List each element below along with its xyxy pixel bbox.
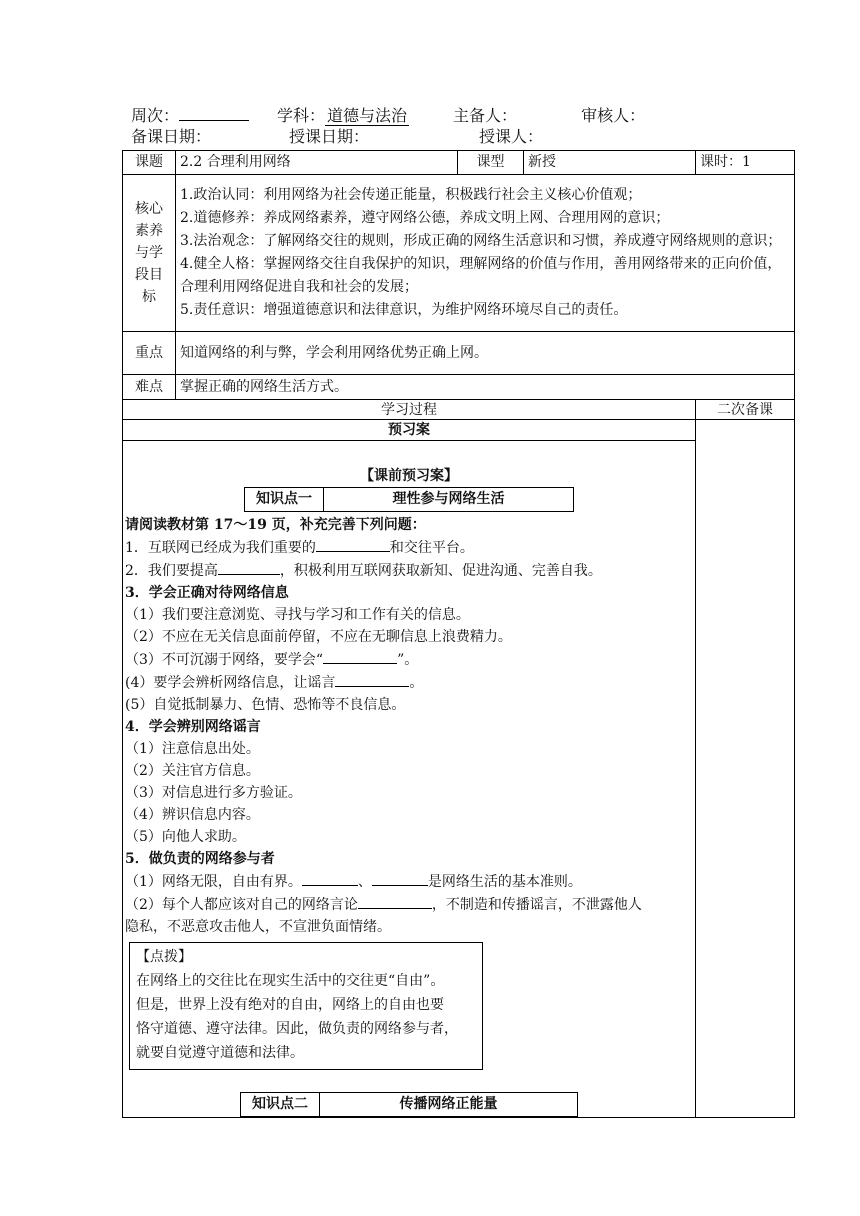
header-line-2 — [131, 127, 543, 147]
question-2 — [125, 559, 693, 582]
teach-date-label: 授课日期： — [289, 127, 370, 146]
q3-4-text-end: 。 — [409, 675, 424, 691]
q3-item-3 — [125, 648, 693, 671]
q3-3-blank — [323, 648, 397, 664]
k1-title: 理性参与网络生活 — [324, 488, 574, 512]
q5-1-blank-b — [372, 870, 428, 886]
difficult-label: 难点 — [123, 375, 176, 400]
q1-blank — [316, 536, 390, 552]
goals-cell — [176, 175, 795, 332]
q5-2-text: （2）每个人都应该对自己的网络言论 — [125, 897, 358, 913]
q5-2-text-end: ，不制造和传播谣言，不泄露他人 — [431, 897, 642, 913]
week-blank — [179, 104, 249, 121]
difficult-value: 掌握正确的网络生活方式。 — [176, 375, 795, 400]
secondary-notes-cell — [696, 420, 795, 1118]
lead-label: 主备人： — [453, 106, 518, 125]
header-line-1 — [131, 104, 645, 126]
goal-item: 2.道德修养：养成网络素养，遵守网络公德，养成文明上网、合理用网的意识； — [180, 210, 670, 226]
subject-label: 学科： — [277, 106, 326, 125]
knowledge-point-1 — [244, 487, 574, 512]
q2-text-end: ，积极利用互联网获取新知、促进沟通、完善自我。 — [279, 563, 602, 579]
q2-blank — [218, 559, 280, 575]
preview-row — [123, 420, 795, 441]
q5-1-sep: 、 — [357, 874, 372, 890]
k2-title: 传播网络正能量 — [320, 1093, 578, 1117]
process-label: 学习过程 — [123, 400, 696, 420]
q2-text: 2．我们要提高 — [125, 563, 218, 579]
q3-item: （1）我们要注意浏览、寻找与学习和工作有关的信息。 — [125, 607, 470, 623]
type-label: 课型 — [458, 151, 524, 175]
q3-item-4 — [125, 671, 693, 694]
q3-3-text: （3）不可沉溺于网络，要学会“ — [125, 652, 324, 668]
reviewer-label: 审核人： — [581, 106, 646, 125]
tip-line: 但是，世界上没有绝对的自由，网络上的自由也要 — [136, 997, 444, 1013]
preview-label: 预习案 — [123, 420, 696, 441]
question-3-title: 3．学会正确对待网络信息 — [125, 585, 289, 601]
topic-value: 2.2 合理利用网络 — [176, 151, 458, 175]
q5-item-2-cont: 隐私，不恶意攻击他人，不宣泄负面情绪。 — [125, 919, 391, 935]
tip-box — [129, 942, 483, 1070]
tip-line: 在网络上的交往比在现实生活中的交往更“自由”。 — [136, 973, 445, 989]
q3-item-5: (5）自觉抵制暴力、色情、恐怖等不良信息。 — [125, 697, 406, 713]
q1-text-end: 和交往平台。 — [389, 540, 474, 556]
goal-item: 5.责任意识：增强道德意识和法律意识，为维护网络环境尽自己的责任。 — [180, 302, 628, 318]
content-row — [123, 441, 795, 1118]
goals-label: 核心素养与学段目标 — [123, 175, 176, 332]
key-value: 知道网络的利与弊，学会利用网络优势正确上网。 — [176, 332, 795, 375]
q4-item: （5）向他人求助。 — [125, 829, 246, 845]
topic-row — [123, 151, 795, 175]
q5-2-blank — [358, 893, 432, 909]
instruction: 请阅读教材第 17～19 页，补充完善下列问题： — [125, 517, 426, 533]
q4-item: （3）对信息进行多方验证。 — [125, 785, 302, 801]
teacher-label: 授课人： — [479, 127, 544, 146]
q5-1-text: （1）网络无限，自由有界。 — [125, 874, 302, 890]
q4-item: （1）注意信息出处。 — [125, 741, 260, 757]
tip-line: 就要自觉遵守道德和法律。 — [136, 1045, 304, 1061]
question-4-title: 4．学会辨别网络谣言 — [125, 719, 261, 735]
q3-3-text-end: ”。 — [397, 652, 419, 668]
knowledge-point-2 — [240, 1092, 578, 1117]
section-title: 【课前预习案】 — [360, 468, 458, 484]
q5-1-text-end: 是网络生活的基本准则。 — [427, 874, 582, 890]
goals-row — [123, 175, 795, 332]
content-cell — [123, 441, 696, 1118]
goal-item: 1.政治认同：利用网络为社会传递正能量，积极践行社会主义核心价值观； — [180, 187, 642, 203]
q3-item: （2）不应在无关信息面前停留，不应在无聊信息上浪费精力。 — [125, 629, 512, 645]
prep-date-label: 备课日期： — [131, 127, 212, 146]
key-label: 重点 — [123, 332, 176, 375]
difficult-row — [123, 375, 795, 400]
q4-item: （2）关注官方信息。 — [125, 763, 260, 779]
week-label: 周次： — [131, 106, 180, 125]
q5-item-1 — [125, 870, 693, 893]
k1-label: 知识点一 — [245, 488, 324, 512]
goal-item: 3.法治观念：了解网络交往的规则，形成正确的网络生活意识和习惯，养成遵守网络规则的意识； — [180, 233, 782, 249]
q3-4-text: (4）要学会辨析网络信息，让谣言 — [125, 675, 336, 691]
question-5-title: 5．做负责的网络参与者 — [125, 851, 275, 867]
topic-label: 课题 — [123, 151, 176, 175]
lesson-plan-table — [122, 150, 795, 1118]
type-value: 新授 — [524, 151, 696, 175]
q5-item-2 — [125, 893, 693, 916]
subject-value: 道德与法治 — [327, 106, 408, 125]
k2-label: 知识点二 — [241, 1093, 320, 1117]
tip-title: 【点拨】 — [136, 949, 192, 965]
q4-item: （4）辨识信息内容。 — [125, 807, 260, 823]
q3-4-blank — [335, 671, 409, 687]
process-row — [123, 400, 795, 420]
hours-label: 课时：1 — [696, 151, 795, 175]
tip-line: 恪守道德、遵守法律。因此，做负责的网络参与者， — [136, 1021, 458, 1037]
goal-item: 4.健全人格：掌握网络交往自我保护的知识，理解网络的价值与作用，善用网络带来的正向价值，合理利用网络促进自我和社会的发展； — [180, 256, 782, 295]
q1-text: 1．互联网已经成为我们重要的 — [125, 540, 316, 556]
key-row — [123, 332, 795, 375]
secondary-label: 二次备课 — [696, 400, 795, 420]
q5-1-blank-a — [302, 870, 358, 886]
question-1 — [125, 536, 693, 559]
